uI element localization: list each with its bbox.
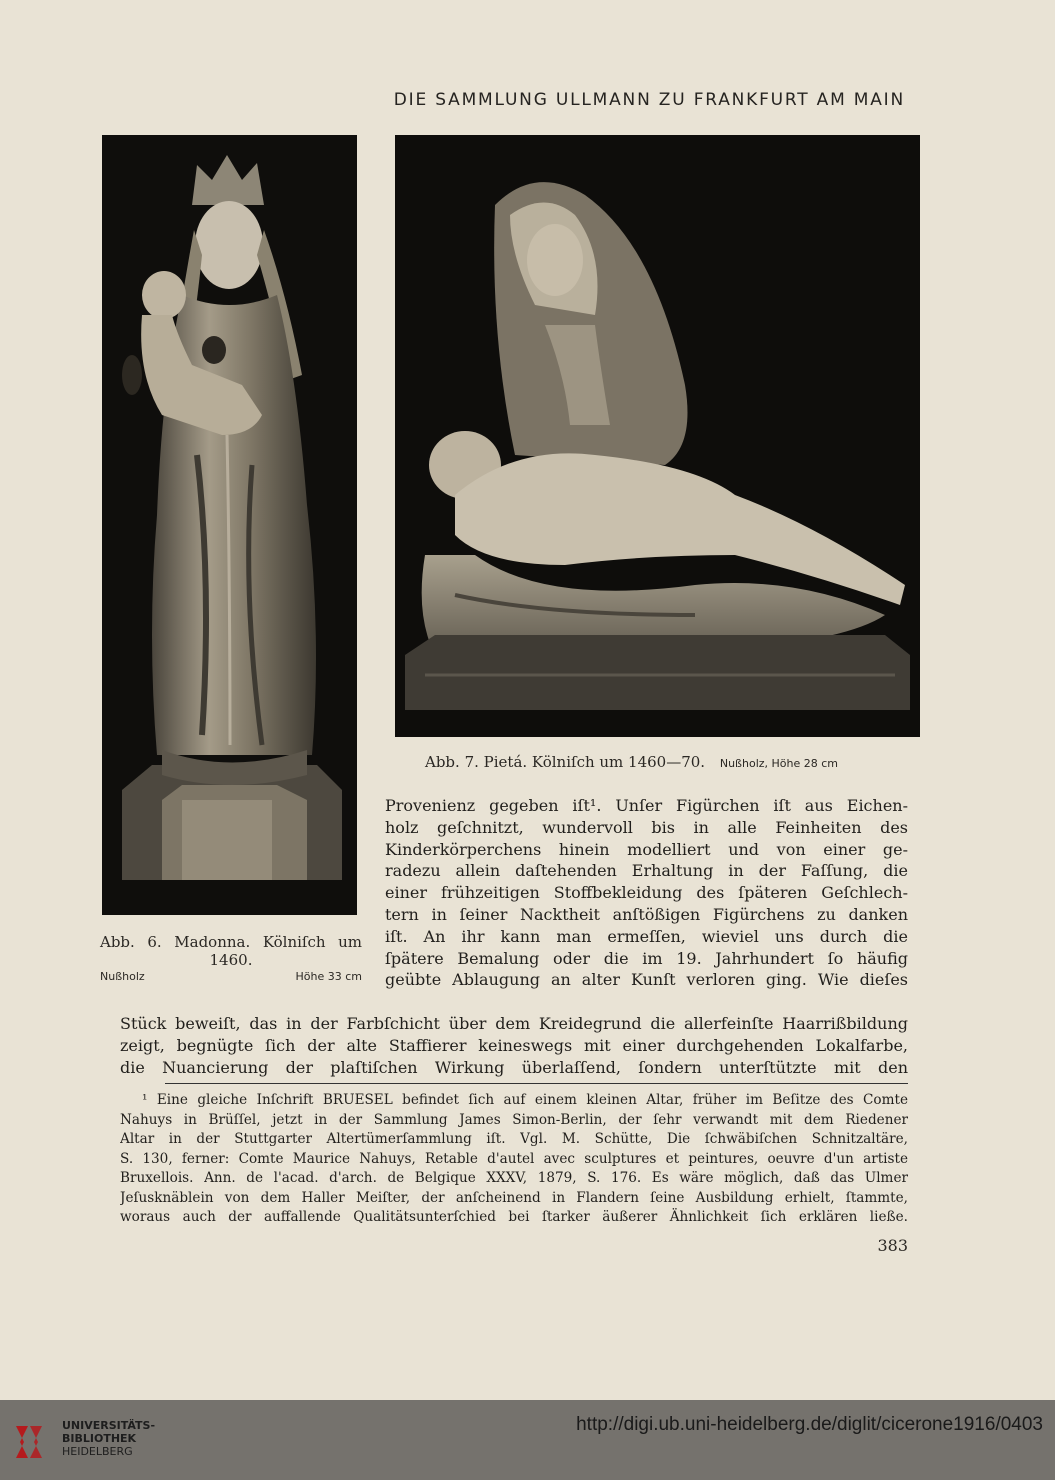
footnote-line: Nahuys in Brüſſel, jetzt in der Sammlung James Simon-Berlin, der ſehr verwandt mit dem Riedener [120,1111,908,1128]
page-number: 383 [877,1236,908,1255]
body-line: zeigt, begnügte ſich der alte Staffierer keineswegs mit einer durchgehenden Lokalfarbe, [120,1035,908,1055]
footnote-line: Bruxellois. Ann. de l'acad. d'arch. de Belgique XXXV, 1879, S. 176. Es wäre möglich, daß das Ulmer [120,1170,908,1186]
body-line: iſt. An ihr kann man ermeſſen, wieviel uns durch die [385,926,908,946]
university-library-logo-icon [10,1422,50,1462]
figure6-caption [100,933,362,986]
body-line: radezu allein daſtehenden Erhaltung in der Faſſung, die [385,861,908,881]
figure6-caption-line2: 1460. [209,951,253,969]
figure6-height: Höhe 33 cm [295,970,362,983]
body-line: einer frühzeitigen Stoffbekleidung des ſpäteren Geſchlech- [385,883,908,903]
body-line: tern in ſeiner Nacktheit anſtößigen Figürchens zu danken [385,904,908,924]
figure7-caption [425,753,905,771]
library-footer [0,1400,1055,1480]
body-text-right-column [385,795,908,991]
figure6-material: Nußholz [100,970,145,983]
body-line: Kinderkörperchens hinein modelliert und von einer ge- [385,839,908,859]
figure7-details: Nußholz, Höhe 28 cm [719,757,839,770]
footnote-line: ¹ Eine gleiche Inſchrift BRUESEL befindet ſich auf einem kleinen Altar, früher im Beſitze des Comte [142,1092,908,1108]
figure6-caption-details [100,968,362,986]
madonna-photograph [102,135,357,915]
body-line: holz geſchnitzt, wundervoll bis in alle Feinheiten des [385,817,908,837]
library-name-line3: HEIDELBERG [62,1445,133,1458]
library-name-line2: BIBLIOTHEK [62,1432,137,1445]
figure7-caption-text: Abb. 7. Pietá. Kölniſch um 1460—70. [425,753,706,771]
figure6-caption-line1: Abb. 6. Madonna. Kölniſch um [100,933,362,951]
body-line: die Nuancierung der plaſtiſchen Wirkung überlaſſend, ſondern unterſtützte mit den [120,1057,908,1077]
body-line: ſpätere Bemalung oder die im 19. Jahrhundert ſo häufig [385,948,908,968]
footnote [120,1091,908,1228]
footnote-line: Jeſusknäblein von dem Haller Meiſter, der anſcheinend in Flandern ſeine Ausbildung erhielt, ſtammte, [120,1189,908,1206]
source-url-link[interactable]: http://digi.ub.uni-heidelberg.de/diglit/cicerone1916/0403 [576,1414,1043,1435]
pieta-photograph [395,135,920,737]
body-line: Provenienz gegeben iſt¹. Unſer Figürchen iſt aus Eichen- [385,796,908,815]
running-head: DIE SAMMLUNG ULLMANN ZU FRANKFURT AM MAIN [393,90,905,110]
footnote-line: Altar in der Stuttgarter Altertümerſammlung iſt. Vgl. M. Schütte, Die ſchwäbiſchen Schnitzaltäre, [120,1131,908,1147]
body-line: Stück beweiſt, das in der Farbſchicht über dem Kreidegrund die allerfeinſte Haarrißbildung [120,1014,908,1033]
body-text-full-width [120,1013,908,1078]
body-line: geübte Ablaugung an alter Kunſt verloren ging. Wie dieſes [385,970,908,990]
library-name [62,1419,155,1458]
footnote-line: S. 130, ferner: Comte Maurice Nahuys, Retable d'autel avec sculptures et peintures, oeuvre d'un artiste [120,1150,908,1167]
footnote-line: woraus auch der auffallende Qualitätsunterſchied bei ſtarker äußerer Ähnlichkeit ſich erklären ließe. [120,1209,908,1225]
footnote-rule [165,1083,908,1084]
library-name-line1: UNIVERSITÄTS- [62,1419,156,1432]
